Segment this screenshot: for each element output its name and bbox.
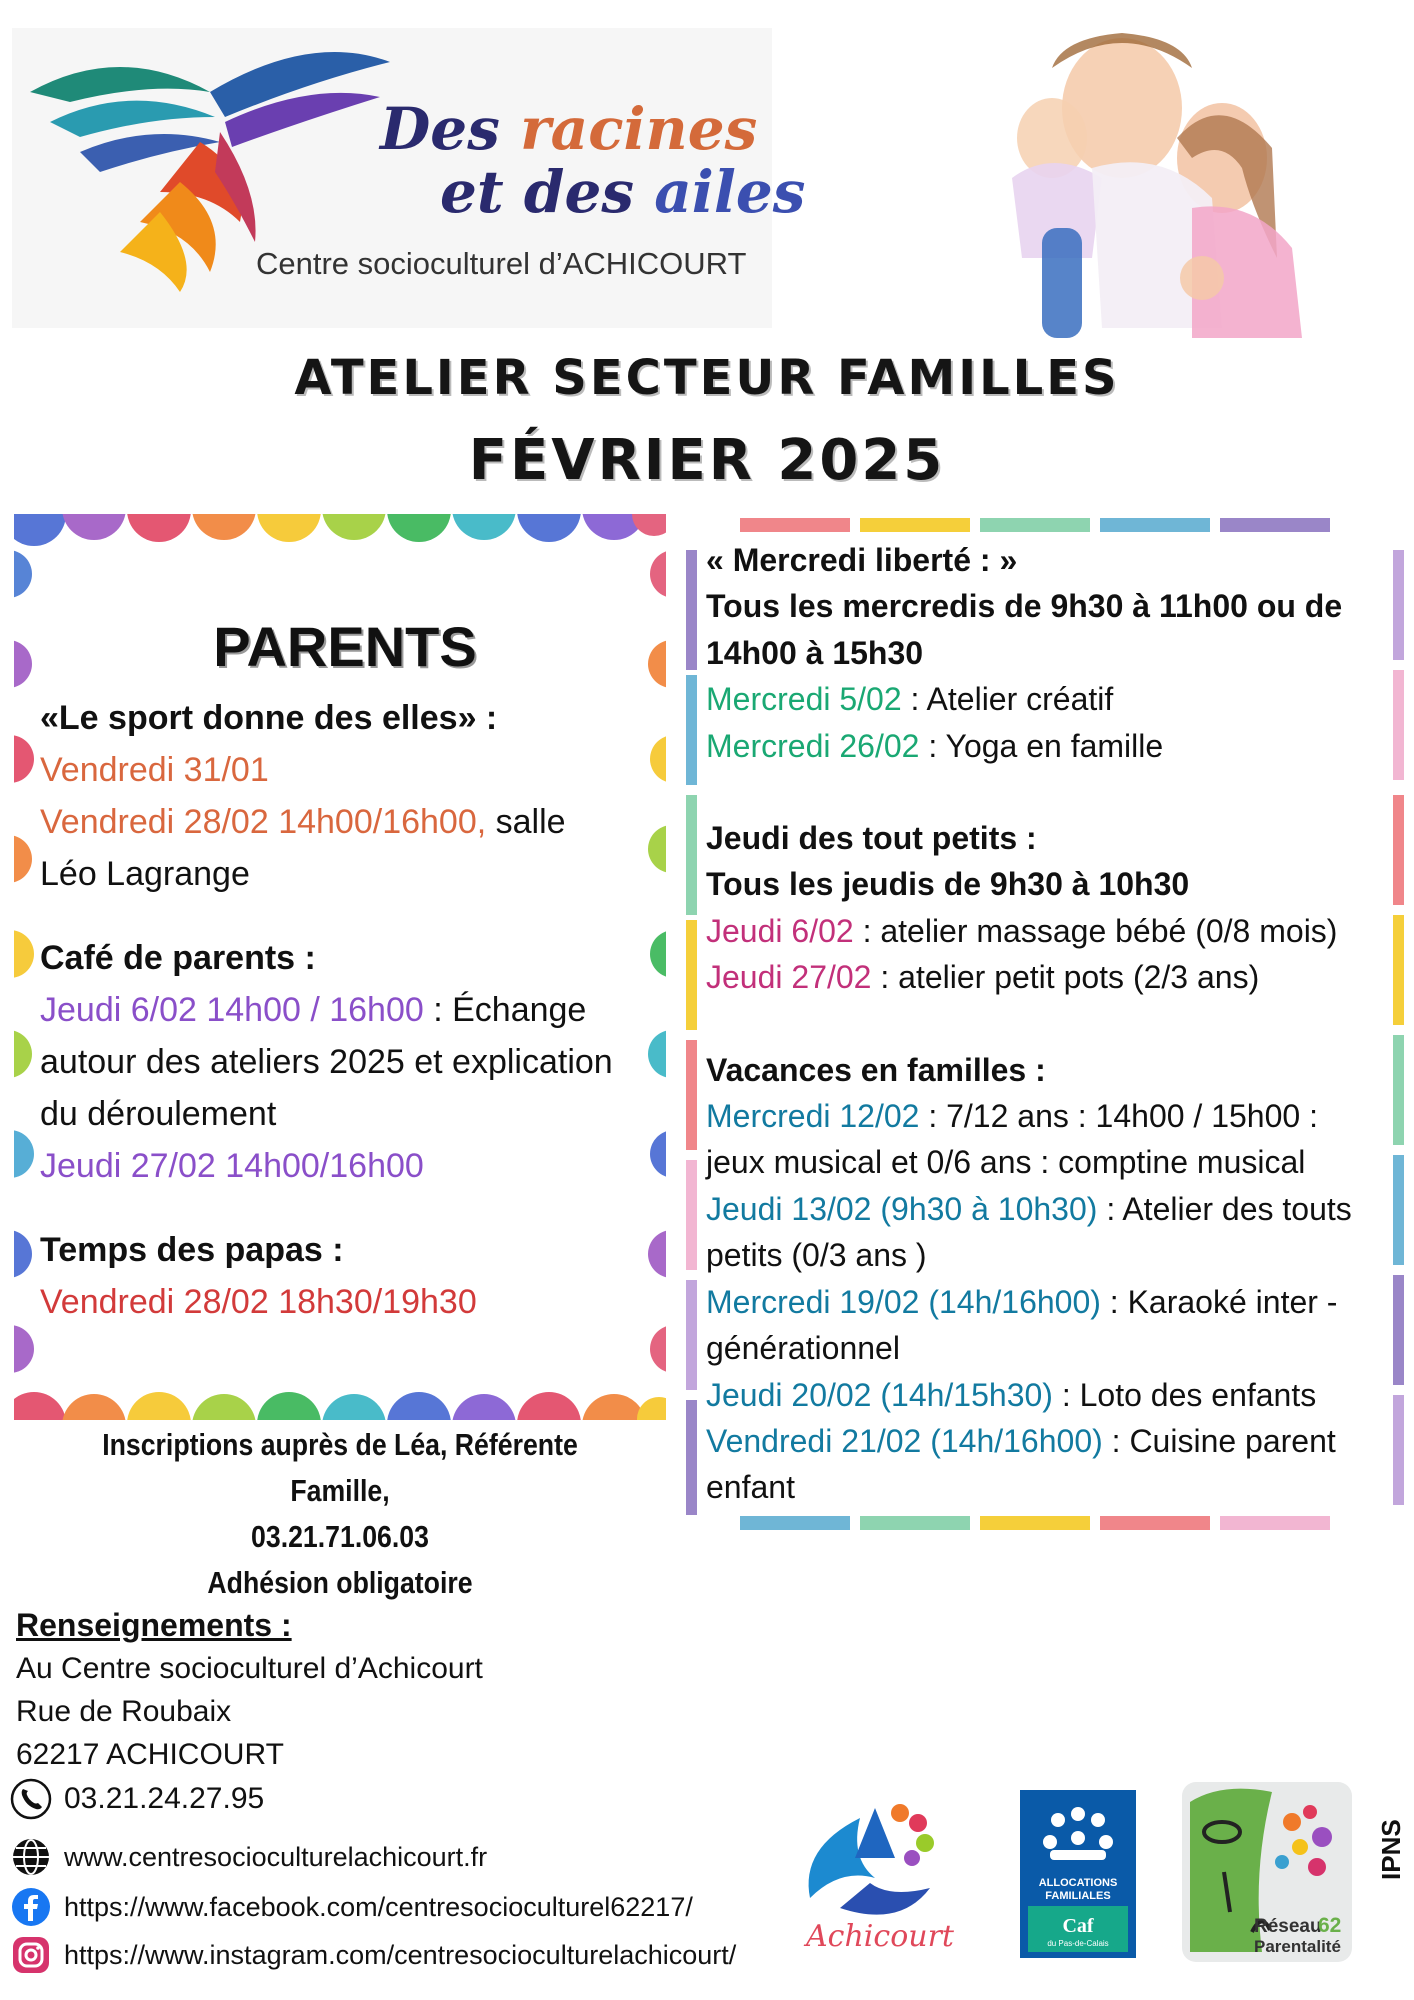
vacances-item-cont: petits (0/3 ans ) bbox=[706, 1237, 927, 1274]
papas-date: Vendredi 28/02 18h30/19h30 bbox=[40, 1283, 477, 1321]
cafe-title: Café de parents : bbox=[40, 939, 316, 977]
svg-text:62: 62 bbox=[1318, 1914, 1342, 1937]
cafe-desc-a: : Échange bbox=[423, 991, 587, 1029]
achicourt-logo-text: Achicourt bbox=[806, 1919, 954, 1954]
jeudi-date-1: Jeudi 6/02 bbox=[706, 912, 854, 949]
svg-text:ALLOCATIONS: ALLOCATIONS bbox=[1038, 1877, 1118, 1889]
facebook-contact[interactable] bbox=[10, 1886, 693, 1928]
left-rule-segment bbox=[686, 1280, 697, 1390]
svg-text:Caf: Caf bbox=[1062, 1915, 1094, 1937]
website-contact[interactable] bbox=[10, 1836, 487, 1878]
inscriptions-phone: 03.21.71.06.03 bbox=[251, 1519, 429, 1554]
inscriptions-line-1: Inscriptions auprès de Léa, Référente Famille, bbox=[102, 1427, 578, 1508]
left-rule-segment bbox=[686, 1040, 697, 1150]
sport-place-a: salle bbox=[486, 803, 566, 841]
sport-title: «Le sport donne des elles» : bbox=[40, 699, 498, 737]
instagram-contact[interactable] bbox=[10, 1934, 736, 1976]
ipns-label: IPNS bbox=[1376, 1819, 1406, 1880]
jeudi-item: Jeudi 27/02 : atelier petit pots (2/3 ans) bbox=[706, 959, 1260, 996]
vacances-date-3: Mercredi 19/02 (14h/16h00) bbox=[706, 1283, 1101, 1320]
vacances-item: Mercredi 19/02 (14h/16h00) : Karaoké inter - bbox=[706, 1283, 1338, 1320]
mercredi-schedule-b: 14h00 à 15h30 bbox=[706, 634, 924, 671]
left-rule-segment bbox=[686, 675, 697, 785]
sport-date-2-line bbox=[40, 796, 650, 848]
logo-text-line1: Des racines bbox=[380, 95, 758, 163]
vacances-date-1: Mercredi 12/02 bbox=[706, 1098, 920, 1135]
left-rule-segment bbox=[686, 920, 697, 1030]
sport-date-2: Vendredi 28/02 14h00/16h00, bbox=[40, 803, 487, 841]
vacances-item: Vendredi 21/02 (14h/16h00) : Cuisine parent bbox=[706, 1422, 1336, 1459]
left-rule-segment bbox=[686, 795, 697, 915]
cafe-desc-b: autour des ateliers 2025 et explication bbox=[40, 1043, 613, 1081]
mercredi-item: Mercredi 5/02 : Atelier créatif bbox=[706, 681, 1114, 718]
page-subtitle-month: FÉVRIER 2025 bbox=[468, 428, 946, 493]
mercredi-date-2: Mercredi 26/02 bbox=[706, 727, 920, 764]
phone-icon bbox=[10, 1778, 52, 1820]
mercredi-schedule-a: Tous les mercredis de 9h30 à 11h00 ou de bbox=[706, 588, 1343, 625]
svg-text:du Pas-de-Calais: du Pas-de-Calais bbox=[1047, 1939, 1109, 1948]
color-bar-bottom bbox=[740, 1516, 1330, 1530]
jeudi-date-2: Jeudi 27/02 bbox=[706, 959, 872, 996]
renseignements-title: Renseignements : bbox=[16, 1607, 292, 1643]
svg-text:Réseau: Réseau bbox=[1254, 1916, 1322, 1937]
sport-place-b: Léo Lagrange bbox=[40, 855, 250, 893]
left-rule-segment bbox=[686, 1160, 697, 1270]
phone-contact bbox=[10, 1778, 264, 1820]
papas-title: Temps des papas : bbox=[40, 1231, 344, 1269]
address-line-1: Au Centre socioculturel d’Achicourt bbox=[16, 1652, 483, 1685]
inscriptions-block bbox=[60, 1422, 621, 1606]
page-title: ATELIER SECTEUR FAMILLES bbox=[294, 350, 1120, 406]
children-activities bbox=[706, 537, 1396, 1511]
family-watercolor-illustration bbox=[992, 28, 1322, 350]
vacances-item: Mercredi 12/02 : 7/12 ans : 14h00 / 15h00 : bbox=[706, 1098, 1318, 1135]
parents-section bbox=[14, 514, 666, 1420]
sport-date-1: Vendredi 31/01 bbox=[40, 751, 269, 789]
vacances-date-4: Jeudi 20/02 (14h/15h30) bbox=[706, 1376, 1053, 1413]
vacances-item: Jeudi 20/02 (14h/15h30) : Loto des enfants bbox=[706, 1376, 1317, 1413]
reseau-parentalite-logo bbox=[1182, 1782, 1352, 1962]
jeudi-schedule: Tous les jeudis de 9h30 à 10h30 bbox=[706, 866, 1190, 903]
svg-text:Parentalité: Parentalité bbox=[1254, 1937, 1341, 1956]
address-line-2: Rue de Roubaix bbox=[16, 1695, 232, 1728]
instagram-icon bbox=[10, 1934, 52, 1976]
address-line-3: 62217 ACHICOURT bbox=[16, 1738, 284, 1771]
vacances-date-5: Vendredi 21/02 (14h/16h00) bbox=[706, 1422, 1103, 1459]
facebook-link[interactable]: https://www.facebook.com/centresocioculturel62217/ bbox=[64, 1891, 693, 1922]
vacances-item-cont: enfant bbox=[706, 1469, 795, 1506]
facebook-icon bbox=[10, 1886, 52, 1928]
color-bar-top bbox=[740, 518, 1330, 532]
vacances-item: Jeudi 13/02 (9h30 à 10h30) : Atelier des touts bbox=[706, 1190, 1352, 1227]
inscriptions-adhesion: Adhésion obligatoire bbox=[207, 1565, 473, 1600]
parents-heading: PARENTS bbox=[213, 615, 477, 678]
phone-number: 03.21.24.27.95 bbox=[64, 1782, 265, 1815]
vacances-date-2: Jeudi 13/02 (9h30 à 10h30) bbox=[706, 1190, 1098, 1227]
website-link[interactable]: www.centresocioculturelachicourt.fr bbox=[64, 1841, 488, 1872]
svg-text:FAMILIALES: FAMILIALES bbox=[1045, 1890, 1111, 1902]
parents-content bbox=[40, 602, 650, 1328]
cafe-date-2: Jeudi 27/02 14h00/16h00 bbox=[40, 1147, 424, 1185]
globe-icon bbox=[10, 1836, 52, 1878]
renseignements-block bbox=[16, 1604, 483, 1776]
mercredi-date-1: Mercredi 5/02 bbox=[706, 681, 902, 718]
left-rule-segment bbox=[686, 1400, 697, 1515]
mercredi-title: « Mercredi liberté : » bbox=[706, 542, 1018, 578]
mercredi-item: Mercredi 26/02 : Yoga en famille bbox=[706, 727, 1164, 764]
cafe-date-1-line bbox=[40, 984, 650, 1036]
caf-logo bbox=[1020, 1790, 1136, 1958]
vacances-item-cont: générationnel bbox=[706, 1330, 900, 1367]
cafe-desc-c: du déroulement bbox=[40, 1095, 277, 1133]
vacances-title: Vacances en familles : bbox=[706, 1051, 1046, 1088]
left-rule-segment bbox=[686, 550, 697, 670]
logo-text-line2: et des ailes bbox=[440, 158, 806, 226]
instagram-link[interactable]: https://www.instagram.com/centresocioculturelachicourt/ bbox=[64, 1939, 737, 1970]
jeudi-title: Jeudi des tout petits : bbox=[706, 820, 1037, 857]
jeudi-item: Jeudi 6/02 : atelier massage bébé (0/8 mois) bbox=[706, 912, 1338, 949]
vacances-item-cont: jeux musical et 0/6 ans : comptine musical bbox=[706, 1144, 1306, 1181]
achicourt-logo bbox=[780, 1788, 980, 1958]
logo-subtitle: Centre socioculturel d’ACHICOURT bbox=[256, 246, 747, 281]
cafe-date-1: Jeudi 6/02 14h00 / 16h00 bbox=[40, 991, 424, 1029]
